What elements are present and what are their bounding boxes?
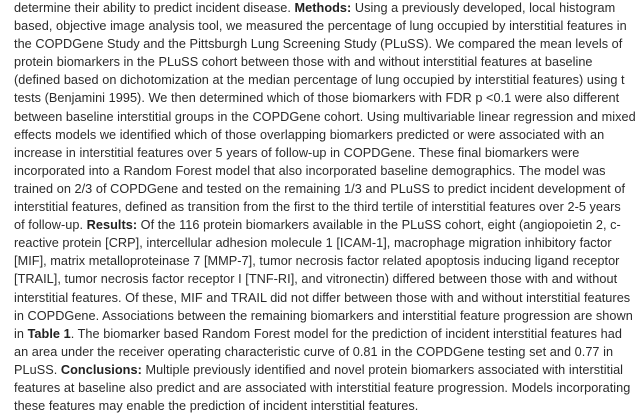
text-span: effects models we identified which of those overlapping biomarkers predicted or were associated with an xyxy=(14,127,605,142)
abstract-line xyxy=(14,71,639,89)
abstract-line xyxy=(14,234,639,252)
text-span: an area under the receiver operating characteristic curve of 0.81 in the COPDGene testing set and 0.77 in xyxy=(14,344,614,359)
text-span: tests (Benjamini 1995). We then determined which of those biomarkers with FDR p <0.1 were also different xyxy=(14,91,620,106)
text-span: interstitial features, defined as transition from the first to the third tertile of interstitial features over 2-5 years xyxy=(14,200,621,215)
text-span: determine their ability to predict incident disease. xyxy=(14,1,295,15)
text-span: (defined based on dichotomization at the median percentage of lung occupied by interstitial features) using t xyxy=(14,73,625,88)
text-span: in xyxy=(14,326,28,341)
abstract-line xyxy=(14,289,639,307)
abstract-text-block xyxy=(14,0,639,416)
text-span: interstitial features. Of these, MIF and TRAIL did not differ between those with and without interstitial features xyxy=(14,290,631,305)
abstract-line xyxy=(14,198,639,216)
text-span: of follow-up. xyxy=(14,218,87,233)
abstract-line xyxy=(14,252,639,270)
abstract-line xyxy=(14,180,639,198)
text-span: Of the 116 protein biomarkers available in the PLuSS cohort, eight (angiopoietin 2, c- xyxy=(137,218,621,233)
text-span: incorporated into a Random Forest model that also incorporated baseline demographics. The model was xyxy=(14,163,606,178)
text-span: features at baseline also predict and are associated with interstitial feature progression. Models incorporating xyxy=(14,380,631,395)
abstract-line xyxy=(14,325,639,343)
section-heading: Results: xyxy=(86,218,138,233)
text-span: [MIF], matrix metalloproteinase 7 [MMP-7], tumor necrosis factor related apoptosis inducing ligand receptor xyxy=(14,254,620,269)
text-span: these features may enable the prediction of incident interstitial features. xyxy=(14,399,419,414)
abstract-line xyxy=(14,397,639,415)
text-span: . The biomarker based Random Forest model for the prediction of incident interstitial features had xyxy=(70,326,622,341)
abstract-line xyxy=(14,0,639,17)
abstract-paragraph xyxy=(14,0,639,415)
text-span: protein biomarkers in the PLuSS cohort between those with and without interstitial features at baseline xyxy=(14,55,593,70)
text-span: increase in interstitial features over 5 years of follow-up in COPDGene. These final biomarkers were xyxy=(14,145,580,160)
abstract-line xyxy=(14,361,639,379)
abstract-line xyxy=(14,162,639,180)
abstract-line xyxy=(14,126,639,144)
section-heading: Conclusions: xyxy=(60,362,142,377)
abstract-line xyxy=(14,35,639,53)
abstract-line xyxy=(14,17,639,35)
abstract-line xyxy=(14,144,639,162)
text-span: Multiple previously identified and novel protein biomarkers associated with interstitial xyxy=(141,362,624,377)
abstract-line xyxy=(14,89,639,107)
text-span: reactive protein [CRP], intercellular adhesion molecule 1 [ICAM-1], macrophage migration inhibitory factor xyxy=(14,236,612,251)
abstract-line xyxy=(14,307,639,325)
text-span: based, objective image analysis tool, we measured the percentage of lung occupied by interstitial features in xyxy=(14,19,627,34)
text-span: the COPDGene Study and the Pittsburgh Lung Screening Study (PLuSS). We compared the mean levels of xyxy=(14,37,623,52)
abstract-line xyxy=(14,379,639,397)
abstract-line xyxy=(14,53,639,71)
text-span: between baseline interstitial groups in the COPDGene cohort. Using multivariable linear regression and mixed xyxy=(14,109,636,124)
text-span: Using a previously developed, local histogram xyxy=(351,1,616,15)
text-span: in COPDGene. Associations between the remaining biomarkers and interstitial feature progression are shown xyxy=(14,308,633,323)
abstract-line xyxy=(14,108,639,126)
text-span: [TRAIL], tumor necrosis factor receptor I [TNF-RI], and vitronectin) differed between those with and without xyxy=(14,272,618,287)
abstract-line xyxy=(14,270,639,288)
abstract-line xyxy=(14,343,639,361)
section-heading: Table 1 xyxy=(27,326,71,341)
section-heading: Methods: xyxy=(294,1,352,15)
text-span: trained on 2/3 of COPDGene and tested on the remaining 1/3 and PLuSS to predict incident development of xyxy=(14,181,626,196)
abstract-line xyxy=(14,216,639,234)
text-span: PLuSS. xyxy=(14,362,61,377)
